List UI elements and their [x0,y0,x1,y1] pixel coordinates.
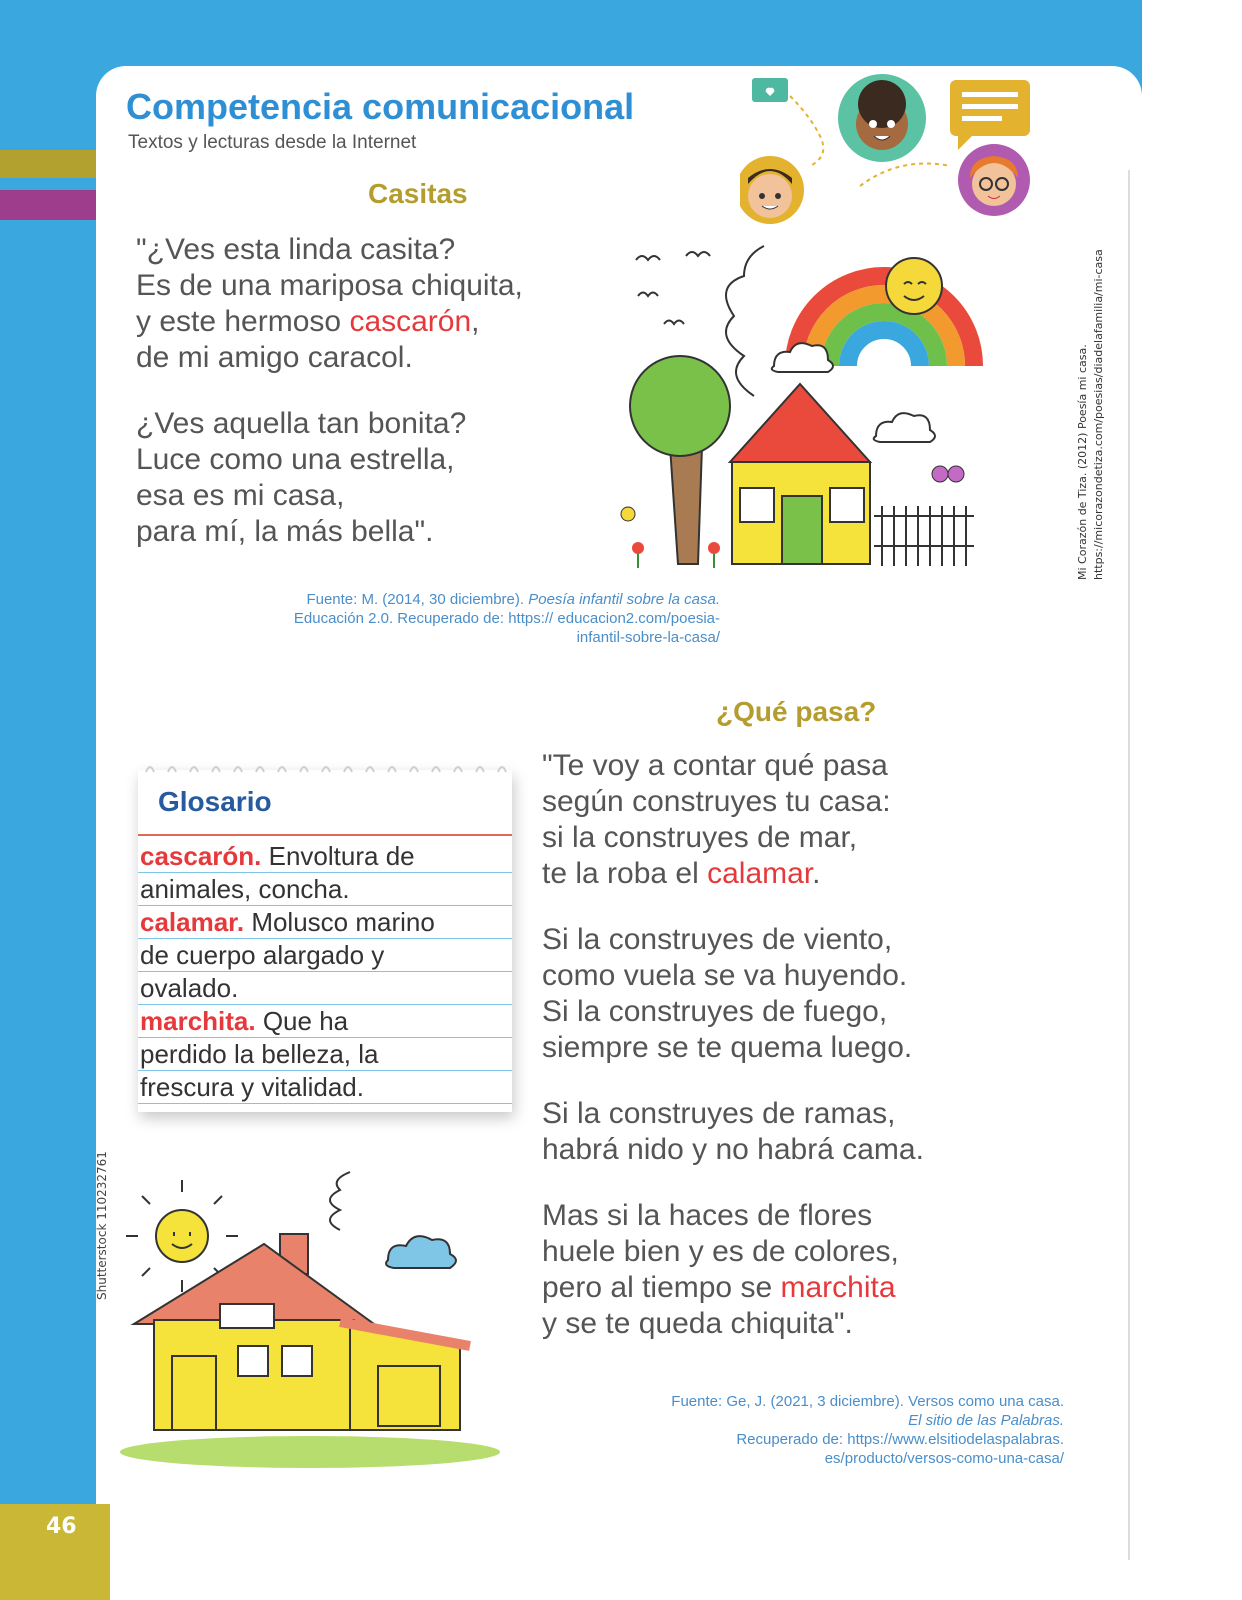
glossary-row [138,1038,512,1071]
yellow-house-illustration [120,1170,530,1480]
right-margin-rule [1128,170,1130,1560]
spiral-rings-icon [138,760,512,776]
poem-line-text: y este hermoso [136,305,350,338]
kids-chat-illustration [740,66,1040,226]
highlight-word: calamar [707,857,813,890]
fence-icon [874,506,974,566]
smoke-icon [330,1172,350,1230]
gold-tab-stripe [0,150,96,178]
poem-line: Luce como una estrella, [136,443,455,476]
poem-line: Mas si la haces de flores [542,1199,873,1232]
left-blue-band [0,0,96,1600]
poem-line: siempre se te quema luego. [542,1031,913,1064]
glossary-definition: Molusco marino [244,907,435,937]
poem-line [542,1270,924,1306]
source-line: Recuperado de: https://www.elsitiodelaspalabras. [736,1431,1064,1448]
source-line: es/producto/versos-como-una-casa/ [824,1450,1064,1467]
glossary-row [138,906,512,939]
poem-line: Es de una mariposa chiquita, [136,269,523,302]
side-credit-line1: Mi Corazón de Tiza. (2012) Poesía mi casa. [1076,344,1089,580]
glossary-term: cascarón. [140,841,262,871]
side-credit [1075,249,1107,580]
poem-line [136,304,523,340]
poem-line [542,856,924,892]
poem-line: Si la construyes de viento, [542,923,893,956]
flowers-icon [621,507,720,568]
poem2-body [542,748,924,1342]
side-credit-line2: https://micorazondetiza.com/poesias/diadelafamilia/mi-casa [1092,249,1105,580]
glossary-entries [138,840,512,1104]
source-line: Fuente: Ge, J. (2021, 3 diciembre). Versos como una casa. [671,1393,1064,1410]
poem2-source [580,1392,1064,1468]
poem-line-text: te la roba el [542,857,708,890]
glossary-definition: perdido la belleza, la [140,1039,379,1069]
source-title: Poesía infantil sobre la casa. [528,591,720,608]
poem2-title: ¿Qué pasa? [716,696,877,727]
poem1-source [270,590,720,647]
poem-line-punct: , [471,305,480,338]
glossary-term: calamar. [140,907,245,937]
source-title: El sitio de las Palabras. [908,1412,1064,1429]
poem1-title: Casitas [368,178,468,209]
glossary-row [138,939,512,972]
glossary-definition: ovalado. [140,973,239,1003]
shutterstock-credit: Shutterstock 110232761 [95,1151,109,1300]
glossary-row [138,972,512,1005]
glossary-definition: Que ha [255,1006,349,1036]
poem-line-text: pero al tiempo se [542,1271,781,1304]
poem-line: "¿Ves esta linda casita? [136,233,456,266]
boy-avatar-left-icon [740,156,804,224]
poem-line: de mi amigo caracol. [136,341,413,374]
poem-line: para mí, la más bella". [136,515,434,548]
glossary-title-rule [138,834,512,836]
poem-line: esa es mi casa, [136,479,345,512]
poem-line: Si la construyes de ramas, [542,1097,896,1130]
poem-line: como vuela se va huyendo. [542,959,908,992]
house-rainbow-illustration [614,236,984,576]
house-icon [730,384,870,564]
glossary-definition: Envoltura de [261,841,415,871]
glossary-row [138,873,512,906]
boy-avatar-top-icon [838,74,926,162]
highlight-word: marchita [780,1271,896,1304]
butterfly-icon [932,466,964,482]
source-line [580,1411,1064,1430]
cloud-icon [386,1236,456,1268]
tree-icon [630,356,730,564]
poem-line: huele bien y es de colores, [542,1235,899,1268]
poem-line-punct: . [812,857,821,890]
girl-avatar-icon [958,144,1030,216]
page-number: 46 [46,1514,77,1539]
poem-line: ¿Ves aquella tan bonita? [136,407,467,440]
glossary-definition: frescura y vitalidad. [140,1072,364,1102]
poem-line: Si la construyes de fuego, [542,995,888,1028]
glossary-term: marchita. [140,1006,256,1036]
source-text: Educación 2.0. Recuperado de: https:// educacion2.com/poesia-infantil-sobre-la-casa/ [293,610,720,646]
purple-tab-stripe [0,190,96,220]
poem1-body [136,232,523,550]
smoke-icon [726,246,764,396]
glossary-card [138,770,512,1112]
message-lines-icon [950,80,1030,150]
glossary-title: Glosario [158,786,272,817]
poem-line: según construyes tu casa: [542,785,891,818]
section-title: Competencia comunicacional [126,86,635,127]
poem-line: habrá nido y no habrá cama. [542,1133,924,1166]
glossary-row [138,1071,512,1104]
poem-line: "Te voy a contar qué pasa [542,749,888,782]
poem-line: y se te queda chiquita". [542,1307,853,1340]
heart-chat-icon [752,78,788,102]
highlight-word: cascarón [349,305,472,338]
glossary-definition: de cuerpo alargado y [140,940,385,970]
glossary-row [138,840,512,873]
section-subtitle: Textos y lecturas desde la Internet [128,132,417,153]
glossary-row [138,1005,512,1038]
source-text: Fuente: M. (2014, 30 diciembre). [306,591,529,608]
glossary-definition: animales, concha. [140,874,350,904]
grass-icon [120,1436,500,1468]
poem-line: si la construyes de mar, [542,821,858,854]
sun-icon [886,258,942,314]
birds-icon [636,252,710,324]
